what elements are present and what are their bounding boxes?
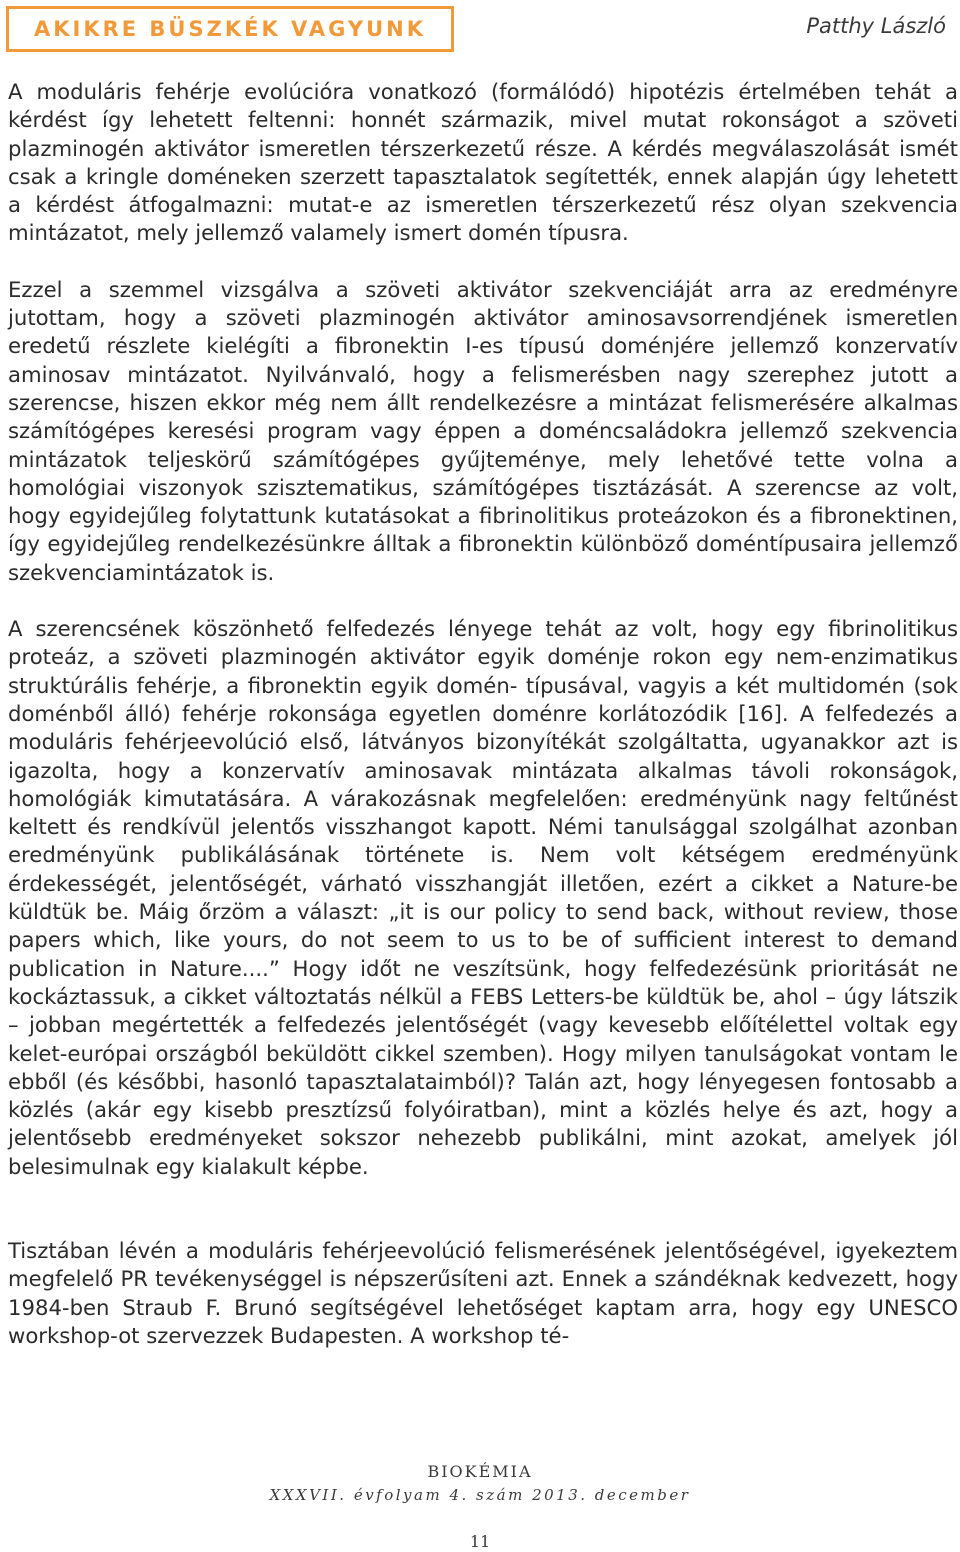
article-body: [8, 78, 958, 1350]
section-header-box: [6, 6, 454, 52]
author-name: Patthy László: [806, 14, 946, 38]
paragraph-4: Tisztában lévén a moduláris fehérjeevolúció felismerésének jelentőségével, igyekeztem megfelelő PR tevékenységgel is népszerűsíteni azt. Ennek a szándéknak kedvezett, hogy 1984-ben Straub F. Brunó segítségével lehetőséget kaptam arra, hogy egy UNESCO workshop-ot szervezzek Budapesten. A workshop té-: [8, 1237, 958, 1348]
paragraph-2: Ezzel a szemmel vizsgálva a szöveti aktivátor szekvenciáját arra az eredményre jutottam, hogy a szöveti plazminogén aktivátor aminosavsorrendjének ismeretlen eredetű részlete kielégíti a fibronektin I-es típusú doménjére jellemző konzervatív aminosav mintázatot. Nyilvánvaló, hogy a felismerésben nagy szerephez jutott a szerencse, hiszen ekkor még nem állt rendelkezésre a mintázat felismerésére alkalmas számítógépes keresési program vagy éppen a doméncsaládokra jellemző szekvencia mintázatok teljeskörű számítógépes gyűjteménye, mely lehetővé tette volna a homológiai viszonyok szisztematikus, számítógépes tisztázását. A szerencse az volt, hogy egyidejűleg folytattunk kutatásokat a fibrinolitikus proteázokon és a fibronektinen, így egyidejűleg rendelkezésünkre álltak a fibronektin különböző doméntípusaira jellemző szekvenciamintázatok is.: [8, 276, 958, 585]
section-title: AKIKRE BÜSZKÉK VAGYUNK: [9, 9, 451, 49]
page-number: 11: [469, 1532, 491, 1551]
paragraph-3: A szerencsének köszönhető felfedezés lényege tehát az volt, hogy egy fibrinolitikus proteáz, a szöveti plazminogén aktivátor egyik doménje rokon egy nem-enzimatikus struktúrális fehérje, a fibronektin egyik domén- típusával, vagyis a két multidomén (sok doménből álló) fehérje rokonsága egyetlen doménre korlátozódik [16]. A felfedezés a moduláris fehérjeevolúció első, látványos bizonyítékát szolgáltatta, ugyanakkor azt is igazolta, hogy a konzervatív aminosavak mintázata alkalmas távoli rokonságok, homológiák kimutatására. A várakozásnak megfelelően: eredményünk nagy feltűnést keltett és rendkívül jelentős visszhangot kapott. Némi tanulsággal szolgálhat azonban eredményünk publikálásának története is. Nem volt kétségem eredményünk érdekességét, jelentőségét, várható visszhangját illetően, ezért a cikket a Nature-be küldtük be. Máig őrzöm a választ: „it is our policy to send back, without review, those papers which, like yours, do not seem to us to be of sufficient interest to demand publication in Nature....” Hogy időt ne veszítsünk, hogy felfedezésünk prioritását ne kockáztassuk, a cikket változtatás nélkül a FEBS Letters-be küldtük be, ahol – úgy látszik – jobban megértették a felfedezés jelentőségét (vagy kevesebb előítélettel voltak egy kelet-európai országból beküldött cikkel szemben). Hogy milyen tanulságokat vontam le ebből (és későbbi, hasonló tapasztalataimból)? Talán azt, hogy lényegesen fontosabb a közlés (akár egy kisebb presztízsű folyóiratban), mint a közlés helye és azt, hogy a jelentősebb eredményeket sokszor nehezebb publikálni, mint azokat, amelyek jól belesimulnak egy kialakult képbe.: [8, 616, 958, 1179]
issue-info: XXXVII. évfolyam 4. szám 2013. december: [269, 1486, 691, 1504]
paragraph-1: A moduláris fehérje evolúcióra vonatkozó (formálódó) hipotézis értelmében tehát a kérdést így lehetett feltenni: honnét származik, mivel mutat rokonságot a szöveti plazminogén aktivátor ismeretlen térszerkezetű része. A kérdés megválaszolását ismét csak a kringle doméneken szerzett tapasztalatok segítették, ennek alapján úgy lehetett a kérdést átfogalmazni: mutat-e az ismeretlen térszerkezetű rész olyan szekvencia mintázatot, mely jellemző valamely ismert domén típusra.: [8, 79, 958, 246]
journal-name: BIOKÉMIA: [427, 1462, 533, 1481]
